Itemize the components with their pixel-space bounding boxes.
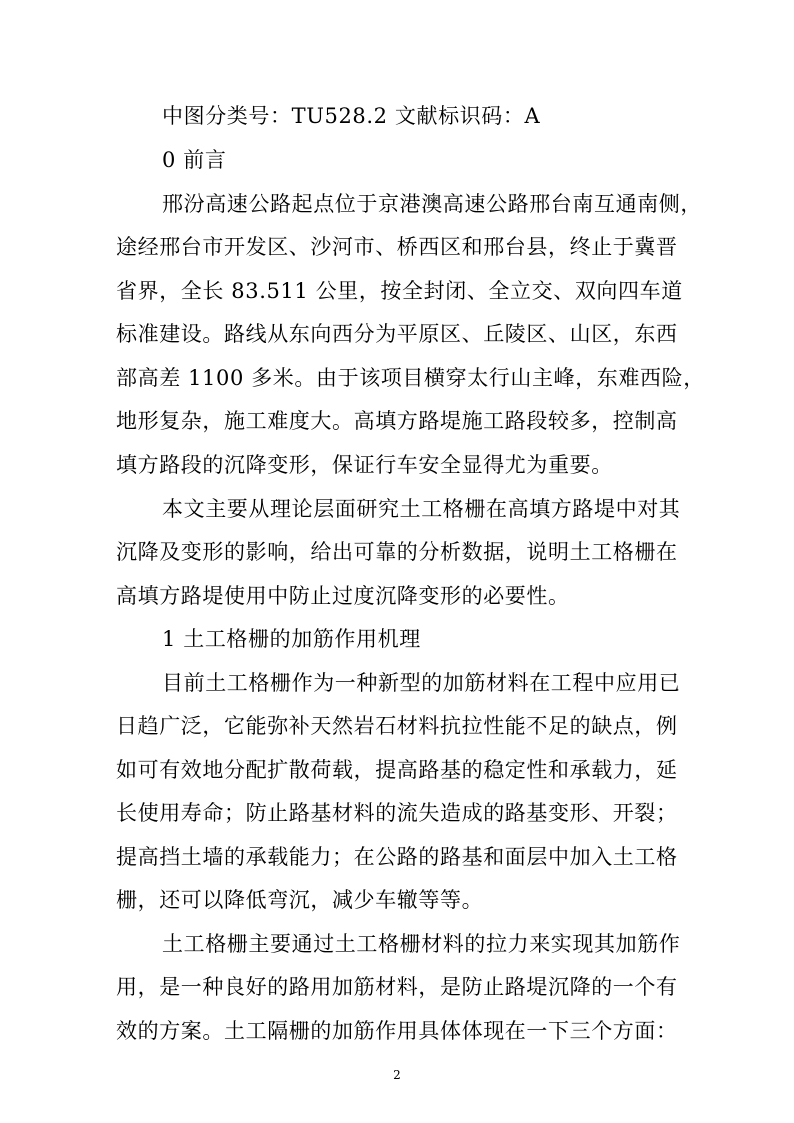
paragraph-line: 高填方路堤使用中防止过度沉降变形的必要性。 bbox=[116, 584, 570, 608]
paragraph-line: 部高差 1100 多米。由于该项目横穿太行山主峰，东难西险， bbox=[116, 366, 705, 390]
page-number: 2 bbox=[393, 1068, 401, 1082]
paragraph-line: 途经邢台市开发区、沙河市、桥西区和邢台县，终止于冀晋 bbox=[116, 235, 678, 259]
paragraph-line: 提高挡土墙的承载能力；在公路的路基和面层中加入土工格 bbox=[116, 845, 678, 869]
paragraph-line: 本文主要从理论层面研究土工格栅在高填方路堤中对其 bbox=[162, 497, 681, 521]
section-heading-preface: 0 前言 bbox=[162, 148, 227, 172]
paragraph-line: 标准建设。路线从东向西分为平原区、丘陵区、山区，东西 bbox=[116, 322, 678, 346]
paragraph-line: 地形复杂，施工难度大。高填方路堤施工路段较多，控制高 bbox=[116, 409, 678, 433]
paragraph-line: 日趋广泛，它能弥补天然岩石材料抗拉性能不足的缺点，例 bbox=[116, 714, 678, 738]
paragraph-line: 沉降及变形的影响，给出可靠的分析数据，说明土工格栅在 bbox=[116, 540, 678, 564]
paragraph-line: 土工格栅主要通过土工格栅材料的拉力来实现其加筋作 bbox=[162, 932, 681, 956]
paragraph-line: 目前土工格栅作为一种新型的加筋材料在工程中应用已 bbox=[162, 671, 681, 695]
paragraph-line: 栅，还可以降低弯沉，减少车辙等等。 bbox=[116, 888, 484, 912]
paragraph-line: 省界，全长 83.511 公里，按全封闭、全立交、双向四车道 bbox=[116, 279, 683, 303]
paragraph-line: 长使用寿命；防止路基材料的流失造成的路基变形、开裂； bbox=[116, 801, 678, 825]
paragraph-line: 填方路段的沉降变形，保证行车安全显得尤为重要。 bbox=[116, 453, 613, 477]
section-heading-mechanism: 1 土工格栅的加筋作用机理 bbox=[162, 627, 421, 651]
paragraph-line: 如可有效地分配扩散荷载，提高路基的稳定性和承载力，延 bbox=[116, 758, 678, 782]
classification-line: 中图分类号：TU528.2 文献标识码：A bbox=[162, 104, 541, 128]
paragraph-line: 效的方案。土工隔栅的加筋作用具体体现在一下三个方面： bbox=[116, 1019, 678, 1043]
paragraph-line: 邢汾高速公路起点位于京港澳高速公路邢台南互通南侧， bbox=[162, 192, 702, 216]
paragraph-line: 用，是一种良好的路用加筋材料，是防止路堤沉降的一个有 bbox=[116, 975, 678, 999]
